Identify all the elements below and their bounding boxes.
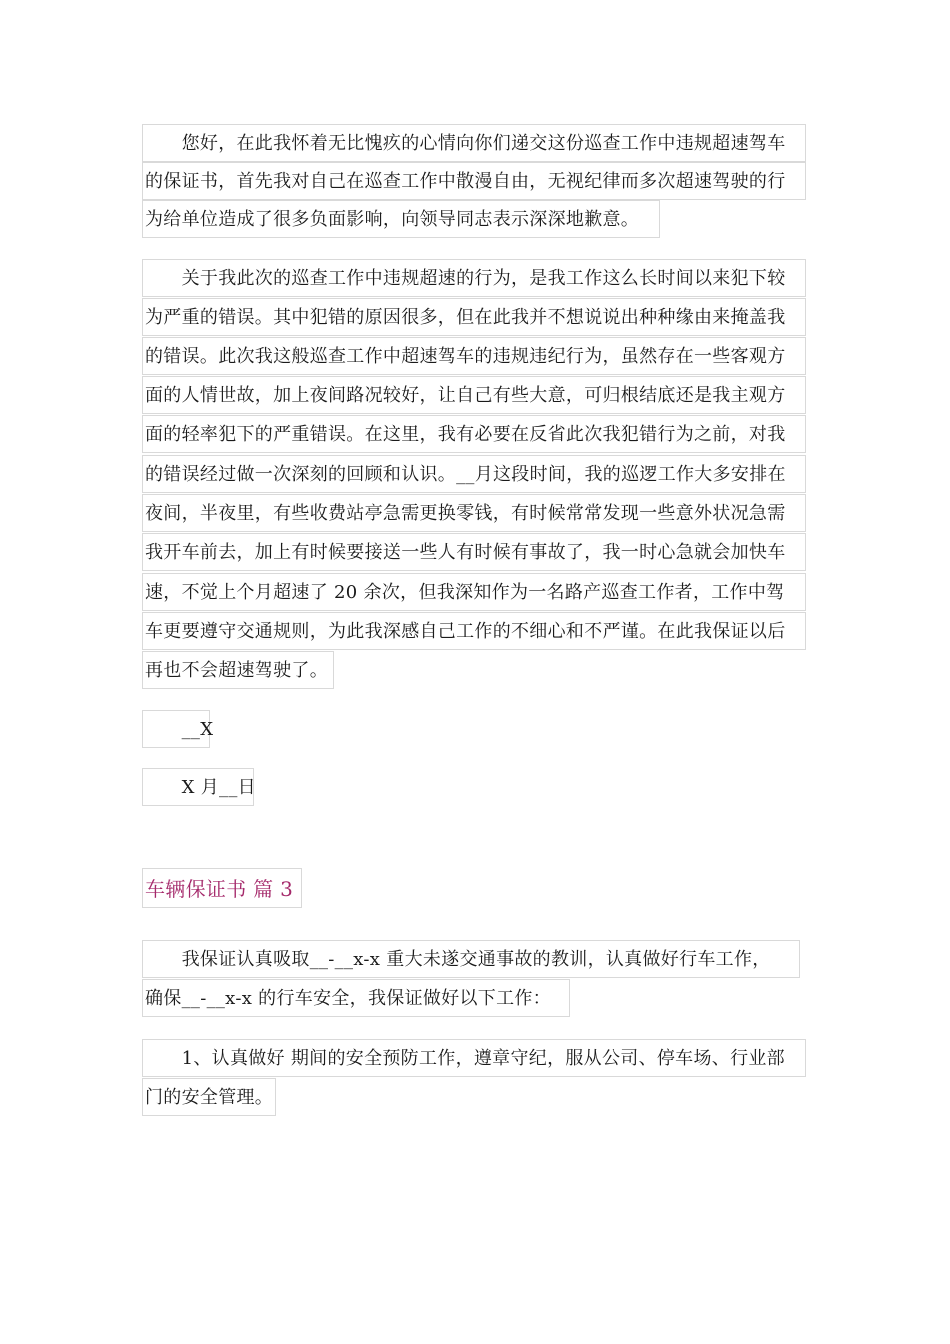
- paragraph-4-line-2: 门的安全管理。: [142, 1078, 276, 1116]
- section-heading: 车辆保证书 篇 3: [142, 868, 302, 908]
- paragraph-2-line-1: 关于我此次的巡查工作中违规超速的行为，是我工作这么长时间以来犯下较: [142, 259, 806, 297]
- paragraph-3-line-2: 确保__-__x-x 的行车安全，我保证做好以下工作：: [142, 979, 570, 1017]
- paragraph-2-line-8: 我开车前去，加上有时候要接送一些人有时候有事故了，我一时心急就会加快车: [142, 533, 806, 571]
- paragraph-2-line-3: 的错误。此次我这般巡查工作中超速驾车的违规违纪行为，虽然存在一些客观方: [142, 337, 806, 375]
- paragraph-2-line-5: 面的轻率犯下的严重错误。在这里，我有必要在反省此次我犯错行为之前，对我: [142, 415, 806, 453]
- paragraph-4-line-1: 1、认真做好 期间的安全预防工作，遵章守纪，服从公司、停车场、行业部: [142, 1039, 806, 1077]
- paragraph-2-line-9: 速，不觉上个月超速了 20 余次，但我深知作为一名路产巡查工作者，工作中驾: [142, 573, 806, 611]
- paragraph-2-line-10: 车更要遵守交通规则，为此我深感自己工作的不细心和不严谨。在此我保证以后: [142, 612, 806, 650]
- paragraph-3-line-1: 我保证认真吸取__-__x-x 重大未遂交通事故的教训，认真做好行车工作，: [142, 940, 800, 978]
- paragraph-2-line-6: 的错误经过做一次深刻的回顾和认识。__月这段时间，我的巡逻工作大多安排在: [142, 455, 806, 493]
- signature-line: __X: [142, 710, 210, 748]
- paragraph-1-line-1: 您好，在此我怀着无比愧疚的心情向你们递交这份巡查工作中违规超速驾车: [142, 124, 806, 162]
- paragraph-2-line-11: 再也不会超速驾驶了。: [142, 651, 334, 689]
- paragraph-2-line-7: 夜间，半夜里，有些收费站亭急需更换零钱，有时候常常发现一些意外状况急需: [142, 494, 806, 532]
- paragraph-1-line-2: 的保证书，首先我对自己在巡查工作中散漫自由，无视纪律而多次超速驾驶的行: [142, 162, 806, 200]
- paragraph-1-line-3: 为给单位造成了很多负面影响，向领导同志表示深深地歉意。: [142, 200, 660, 238]
- paragraph-2-line-4: 面的人情世故，加上夜间路况较好，让自己有些大意，可归根结底还是我主观方: [142, 376, 806, 414]
- paragraph-2-line-2: 为严重的错误。其中犯错的原因很多，但在此我并不想说说出种种缘由来掩盖我: [142, 298, 806, 336]
- date-line: X 月__日: [142, 768, 254, 806]
